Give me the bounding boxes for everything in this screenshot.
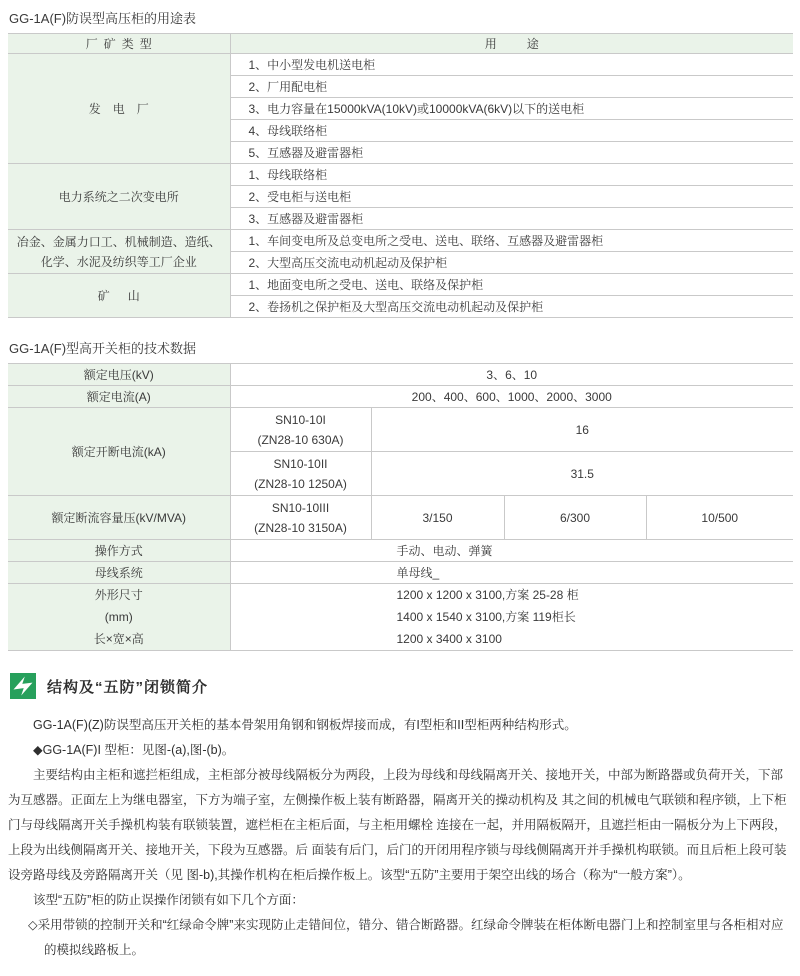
breaker-model-line2: (ZN28-10 3150A) xyxy=(254,520,347,535)
dimensions-label-line: (mm) xyxy=(104,610,133,624)
usage-cell: 1、中小型发电机送电柜 xyxy=(230,54,793,76)
table-row xyxy=(8,408,793,452)
table-row xyxy=(8,540,793,562)
spec-label-capacity: 额定断流容量压(kV/MVA) xyxy=(8,496,230,540)
dimensions-label-line: 长×宽×高 xyxy=(93,632,144,646)
spec-value-operation: 手动、电动、弹簧 xyxy=(230,540,793,562)
usage-type-industry: 冶金、金属力口工、机械制造、造纸、化学、水泥及纺织等工厂企业 xyxy=(8,230,230,274)
spec-capacity-value: 3/150 xyxy=(371,496,504,540)
spec-table-title: GG-1A(F)型高开关柜的技术数据 xyxy=(9,341,197,356)
breaker-model-line1: SN10-10II xyxy=(273,456,328,471)
usage-cell: 2、卷扬机之保护柜及大型高压交流电动机起动及保护柜 xyxy=(230,296,793,318)
spec-label-voltage: 额定电压(kV) xyxy=(8,364,230,386)
spec-label-current: 额定电流(A) xyxy=(8,386,230,408)
usage-cell: 4、母线联络柜 xyxy=(230,120,793,142)
usage-type-power-plant: 发电厂 xyxy=(8,54,230,164)
spec-label-operation: 操作方式 xyxy=(8,540,230,562)
section-heading: 结构及“五防”闭锁简介 xyxy=(47,678,209,696)
spec-label-dimensions xyxy=(8,584,230,651)
spec-value-busbar: 单母线_ xyxy=(230,562,793,584)
paragraph: ◇采用带锁的控制开关和“红绿命令牌”来实现防止走错间位，错分、错合断路器。红绿命令牌装在柜体断电器门上和控制室里与各柜相对应的模拟线路板上。 xyxy=(28,918,784,957)
dimensions-label-line: 外形尺寸 xyxy=(94,588,143,602)
table-row xyxy=(8,364,793,386)
usage-type-mine: 矿山 xyxy=(8,274,230,318)
usage-header-use: 用途 xyxy=(230,34,793,54)
usage-type-substation: 电力系统之二次变电所 xyxy=(8,164,230,230)
table-row xyxy=(8,496,793,540)
usage-table xyxy=(8,33,793,318)
spec-value-current: 200、400、600、1000、2000、3000 xyxy=(230,386,793,408)
usage-table-title: GG-1A(F)防误型高压柜的用途表 xyxy=(9,11,197,26)
table-row xyxy=(8,562,793,584)
usage-cell: 3、互感器及避雷器柜 xyxy=(230,208,793,230)
table-row xyxy=(8,386,793,408)
spec-label-busbar: 母线系统 xyxy=(8,562,230,584)
paragraph: GG-1A(F)(Z)防误型高压开关柜的基本骨架用角钢和钢板焊接而成，有I型柜和II型柜两种结构形式。 xyxy=(33,718,577,732)
dimensions-value-line: 1200 x 1200 x 3100,方案 25-28 柜 xyxy=(396,588,579,602)
usage-header-type: 厂矿类型 xyxy=(8,34,230,54)
breaker-model-line2: (ZN28-10 1250A) xyxy=(254,476,347,491)
spec-table xyxy=(8,363,793,651)
usage-cell: 1、地面变电所之受电、送电、联络及保护柜 xyxy=(230,274,793,296)
usage-cell: 1、母线联络柜 xyxy=(230,164,793,186)
spec-value-dimensions xyxy=(230,584,793,651)
table-row xyxy=(8,274,793,296)
paragraph: 主要结构由主柜和遮拦柜组成，主柜部分被母线隔板分为两段，上段为母线和母线隔离开关、接地开关，中部为断路器或负荷开关，下部为互感器。正面左上为继电器室，下方为端子室，左侧操作板上装有断路器，隔离开关的操动机构及 其之间的机械电气联锁和程序锁，上下柜门与母线隔离开关手操机构装有联锁装置，遮栏柜在主柜后面，与主柜用螺栓 连接在一起，并用隔板隔开，且遮拦柜由一隔板分为上下两段，上段为出线侧隔离开关、接地开关，下段为互感器。后 面装有后门，后门的开闭用程序锁与母线侧隔离开并手操机构联锁。而且后柜上段可装设旁路母线及旁路隔离开关（见 图-b),其操作机构在柜后操作板上。该型“五防”主要用于架空出线的场合（称为“一般方案”）。 xyxy=(8,768,787,882)
spec-capacity-value: 10/500 xyxy=(646,496,793,540)
usage-cell: 5、互感器及避雷器柜 xyxy=(230,142,793,164)
usage-table-header-row xyxy=(8,34,793,54)
usage-cell: 2、受电柜与送电柜 xyxy=(230,186,793,208)
table-row xyxy=(8,584,793,651)
usage-cell: 3、电力容量在15000kVA(10kV)或10000kVA(6kV)以下的送电柜 xyxy=(230,98,793,120)
table-row xyxy=(8,230,793,252)
spec-breaker-model xyxy=(230,408,371,452)
spec-capacity-value: 6/300 xyxy=(504,496,646,540)
breaker-model-line1: SN10-10III xyxy=(271,500,330,515)
breaker-model-line2: (ZN28-10 630A) xyxy=(257,432,344,447)
spec-breaking-value: 16 xyxy=(371,408,793,452)
spec-breaker-model xyxy=(230,452,371,496)
spec-breaker-model xyxy=(230,496,371,540)
section-body xyxy=(8,713,793,963)
usage-cell: 1、车间变电所及总变电所之受电、送电、联络、互感器及避雷器柜 xyxy=(230,230,793,252)
paragraph: 该型“五防”柜的防止误操作闭锁有如下几个方面： xyxy=(33,893,304,907)
table-row xyxy=(8,164,793,186)
dimensions-value-line: 1200 x 3400 x 3100 xyxy=(396,632,502,646)
dimensions-value-line: 1400 x 1540 x 3100,方案 119柜长 xyxy=(396,610,576,624)
usage-cell: 2、厂用配电柜 xyxy=(230,76,793,98)
section-header xyxy=(10,672,793,700)
breaker-model-line1: SN10-10I xyxy=(275,412,326,427)
table-row xyxy=(8,54,793,76)
spec-breaking-value: 31.5 xyxy=(371,452,793,496)
spec-value-voltage: 3、6、10 xyxy=(230,364,793,386)
lightning-icon xyxy=(10,673,36,699)
usage-cell: 2、大型高压交流电动机起动及保护柜 xyxy=(230,252,793,274)
spec-label-breaking: 额定开断电流(kA) xyxy=(8,408,230,496)
paragraph: ◆GG-1A(F)I 型柜：见图-(a),图-(b)。 xyxy=(33,743,235,757)
